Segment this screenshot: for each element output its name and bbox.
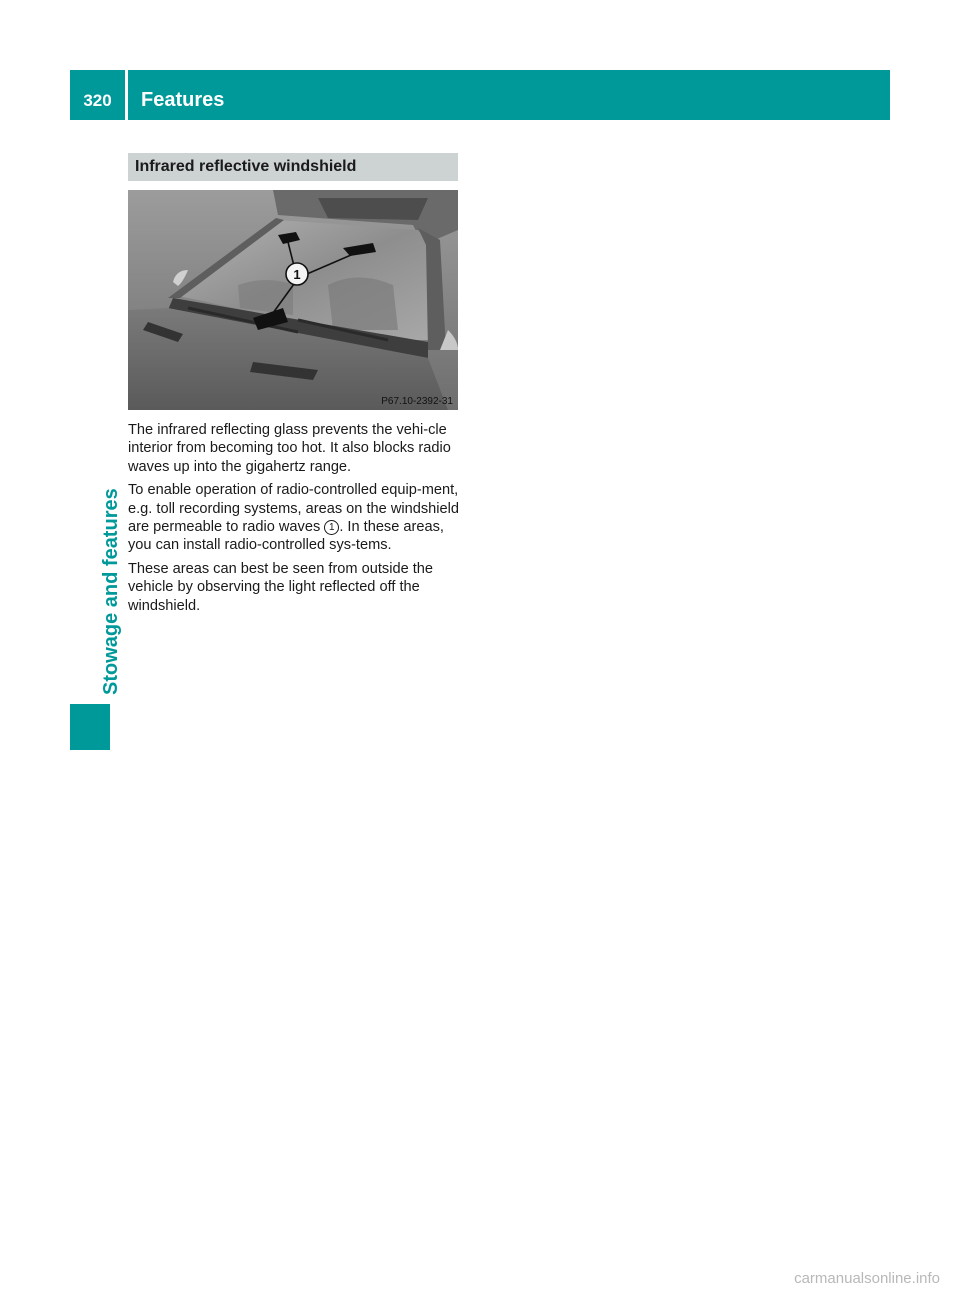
side-tab-label: Stowage and features [100,488,122,695]
paragraph-2 [128,481,460,555]
chapter-title: Features [141,89,225,111]
section-heading: Infrared reflective windshield [128,153,458,181]
windshield-figure [128,190,458,410]
figure-code: P67.10-2392-31 [381,396,453,407]
paragraph-2-start: To enable operation of radio-controlled equip-ment, e.g. toll recording systems, areas on the windshield are permeable to radio waves [128,482,459,536]
windshield-illustration [128,190,458,410]
callout-number: 1 [293,267,301,282]
paragraph-1: The infrared reflecting glass prevents the vehi-cle interior from becoming too hot. It also blocks radio waves up into the gigahertz range. [128,422,451,475]
paragraph-2-end: . In these areas, you can install radio-controlled sys-tems. [128,519,444,554]
side-tab-marker [70,704,110,750]
header-divider [125,70,128,120]
paragraph-3: These areas can best be seen from outside the vehicle by observing the light reflected off the windshield. [128,560,434,614]
page-number: 320 [83,91,112,110]
footer-watermark: carmanualsonline.info [794,1270,940,1287]
body-text [128,421,460,620]
callout-marker: 1 [324,520,339,535]
